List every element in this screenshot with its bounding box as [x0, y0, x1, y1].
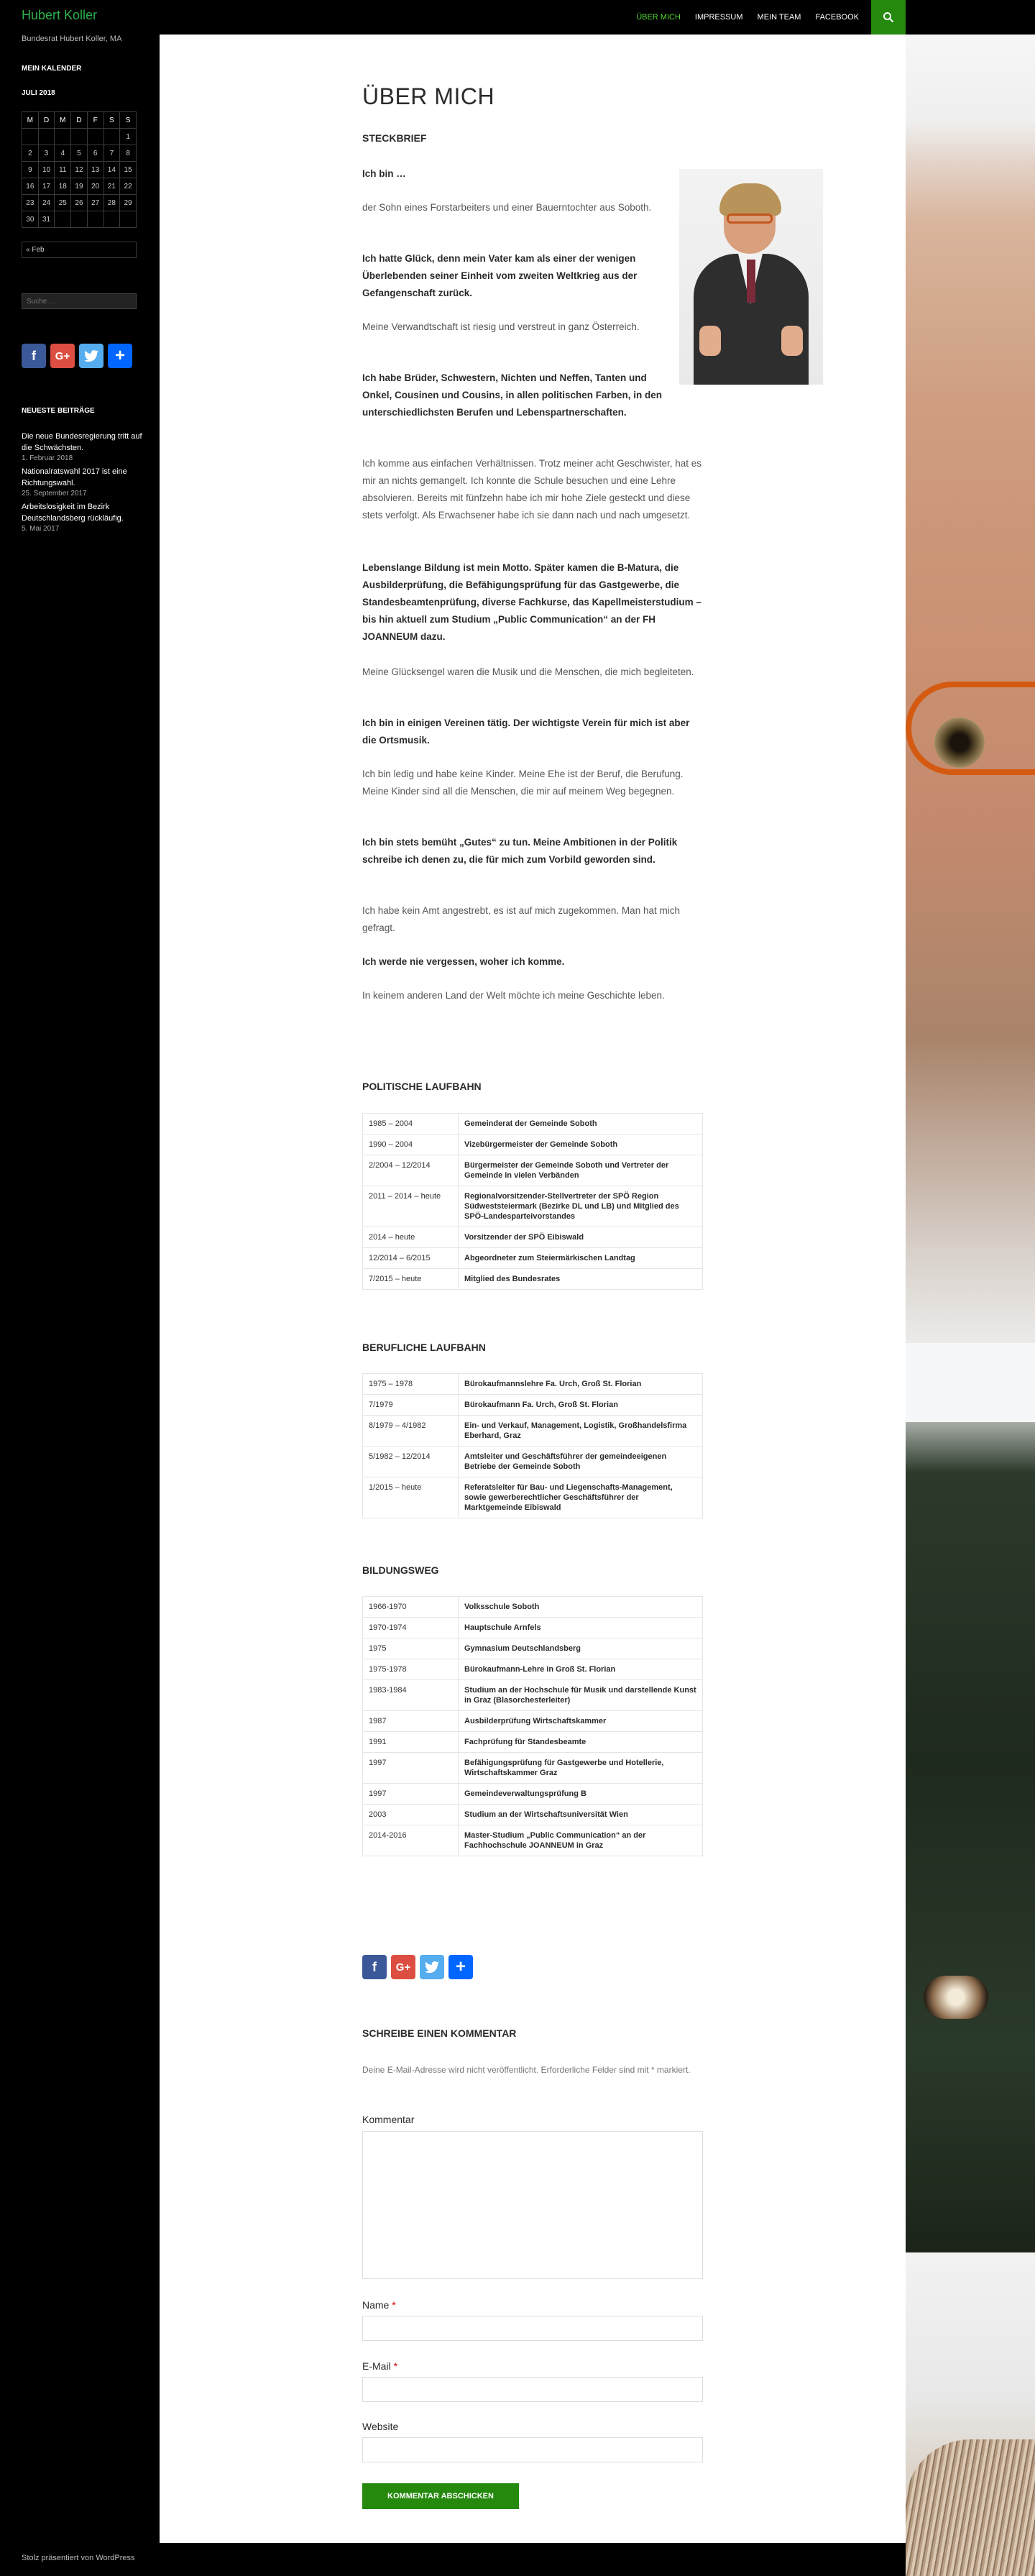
calendar-day: 14 [104, 162, 120, 178]
table-cell-description: Hauptschule Arnfels [459, 1618, 703, 1638]
portrait-image [679, 169, 823, 385]
professional-career-heading: BERUFLICHE LAUFBAHN [362, 1342, 486, 1353]
calendar-day [38, 129, 55, 145]
calendar-day [71, 211, 88, 228]
table-cell-period: 8/1979 – 4/1982 [363, 1416, 459, 1447]
recent-post-link[interactable]: Arbeitslosigkeit im Bezirk Deutschlandsberg rückläufig. [22, 502, 124, 523]
table-cell-description: Ein- und Verkauf, Management, Logistik, Großhandelsfirma Eberhard, Graz [459, 1416, 703, 1447]
table-cell-description: Studium an der Hochschule für Musik und darstellende Kunst in Graz (Blasorchesterleiter) [459, 1680, 703, 1711]
page-title: ÜBER MICH [362, 83, 495, 109]
table-cell-description: Vizebürgermeister der Gemeinde Soboth [459, 1135, 703, 1155]
recent-posts-title: NEUESTE BEITRÄGE [22, 407, 95, 415]
calendar-day: 2 [22, 145, 39, 162]
comment-form-note: Deine E-Mail-Adresse wird nicht veröffentlicht. Erforderliche Felder sind mit * markiert. [362, 2065, 691, 2075]
calendar-day: 13 [87, 162, 104, 178]
calendar-weekday: S [120, 112, 137, 129]
table-row [363, 1597, 703, 1618]
table-cell-description: Bürokaufmannslehre Fa. Urch, Groß St. Florian [459, 1374, 703, 1395]
calendar-day [22, 129, 39, 145]
table-row [363, 1227, 703, 1248]
bio-paragraph: Ich bin in einigen Vereinen tätig. Der wichtigste Verein für mich ist aber die Ortsmusik. [362, 718, 690, 746]
calendar-day [71, 129, 88, 145]
calendar-week-row [22, 129, 137, 145]
table-cell-period: 2011 – 2014 – heute [363, 1186, 459, 1227]
calendar-day [55, 129, 71, 145]
calendar-weekday: F [87, 112, 104, 129]
table-cell-period: 1975 [363, 1638, 459, 1659]
table-row [363, 1659, 703, 1680]
bio-paragraph: Meine Glücksengel waren die Musik und die Menschen, die mich begleiteten. [362, 666, 694, 677]
education-heading: BILDUNGSWEG [362, 1564, 439, 1576]
table-row [363, 1711, 703, 1732]
recent-post-date: 25. September 2017 [22, 489, 87, 498]
table-row [363, 1618, 703, 1638]
table-cell-description: Regionalvorsitzender-Stellvertreter der SPÖ Region Südweststeiermark (Bezirke DL und LB) und Mitglied des SPÖ-Landesparteivorstandes [459, 1186, 703, 1227]
email-label: E-Mail * [362, 2360, 398, 2372]
calendar-day: 4 [55, 145, 71, 162]
calendar-day: 5 [71, 145, 88, 162]
twitter-icon[interactable] [79, 344, 104, 368]
calendar-prev-month-link[interactable]: « Feb [22, 242, 137, 258]
name-label: Name * [362, 2299, 396, 2311]
primary-navigation [629, 0, 866, 35]
twitter-icon[interactable] [420, 1955, 444, 1979]
bio-paragraph: Ich habe Brüder, Schwestern, Nichten und Neffen, Tanten und Onkel, Cousinen und Cousins, in allen politischen Farben, in den unterschiedlichsten Berufen und Lebenspartnerschaften. [362, 372, 663, 418]
calendar-day [104, 129, 120, 145]
footer-credit[interactable]: Stolz präsentiert von WordPress [22, 2554, 135, 2562]
table-cell-description: Volksschule Soboth [459, 1597, 703, 1618]
calendar-day: 27 [87, 195, 104, 211]
table-cell-period: 2/2004 – 12/2014 [363, 1155, 459, 1186]
table-cell-description: Bürokaufmann-Lehre in Groß St. Florian [459, 1659, 703, 1680]
calendar-weekday: D [71, 112, 88, 129]
calendar-day: 23 [22, 195, 39, 211]
recent-post-link[interactable]: Die neue Bundesregierung tritt auf die Schwächsten. [22, 432, 142, 452]
table-cell-description: Mitglied des Bundesrates [459, 1269, 703, 1290]
table-row [363, 1753, 703, 1784]
table-cell-period: 2003 [363, 1805, 459, 1825]
table-cell-period: 1991 [363, 1732, 459, 1753]
calendar-day: 8 [120, 145, 137, 162]
calendar-day: 26 [71, 195, 88, 211]
calendar-widget-title: MEIN KALENDER [22, 65, 82, 73]
add-icon[interactable]: + [108, 344, 132, 368]
calendar-table [22, 111, 137, 228]
education-table [362, 1596, 703, 1856]
background-portrait-image [906, 35, 1035, 2252]
table-cell-description: Bürgermeister der Gemeinde Soboth und Vertreter der Gemeinde in vielen Verbänden [459, 1155, 703, 1186]
table-cell-description: Amtsleiter und Geschäftsführer der gemeindeeigenen Betriebe der Gemeinde Soboth [459, 1447, 703, 1477]
table-row [363, 1248, 703, 1269]
bio-paragraph: der Sohn eines Forstarbeiters und einer Bauerntochter aus Soboth. [362, 202, 652, 213]
table-cell-period: 1997 [363, 1784, 459, 1805]
table-row [363, 1825, 703, 1856]
table-row [363, 1269, 703, 1290]
recent-post-date: 5. Mai 2017 [22, 524, 60, 533]
bio-paragraph: Ich werde nie vergessen, woher ich komme. [362, 956, 565, 967]
comment-textarea[interactable] [362, 2131, 703, 2279]
bio-paragraph: In keinem anderen Land der Welt möchte ich meine Geschichte leben. [362, 990, 665, 1001]
calendar-day: 6 [87, 145, 104, 162]
table-cell-description: Referatsleiter für Bau- und Liegenschafts-Management, sowie gewerberechtlicher Geschäftsführer der Marktgemeinde Eibiswald [459, 1477, 703, 1518]
background-portrait-image-lower [906, 2252, 1035, 2576]
add-icon[interactable]: + [448, 1955, 473, 1979]
political-career-heading: POLITISCHE LAUFBAHN [362, 1081, 482, 1092]
comment-label: Kommentar [362, 2114, 415, 2125]
calendar-day [87, 129, 104, 145]
calendar-day: 3 [38, 145, 55, 162]
calendar-weekday: M [22, 112, 39, 129]
calendar-day: 29 [120, 195, 137, 211]
sidebar-search-input[interactable] [22, 293, 137, 309]
calendar-day: 28 [104, 195, 120, 211]
table-row [363, 1114, 703, 1135]
bio-paragraph: Ich bin … [362, 168, 406, 179]
calendar-body [22, 129, 137, 228]
table-cell-period: 1983-1984 [363, 1680, 459, 1711]
calendar-day: 22 [120, 178, 137, 195]
table-cell-description: Master-Studium „Public Communication“ an der Fachhochschule JOANNEUM in Graz [459, 1825, 703, 1856]
table-row [363, 1805, 703, 1825]
site-header [0, 0, 906, 35]
bio-paragraph: Ich komme aus einfachen Verhältnissen. Trotz meiner acht Geschwister, hat es mir an nichts gemangelt. Ich konnte die Schule besuchen und eine Lehre absolvieren. Bereits mit fünfzehn habe ich mir hohe Ziele gesteckt und diese stets verfolgt. Als Erwachsener habe ich sie dann nach und nach umgesetzt. [362, 458, 702, 521]
calendar-week-row [22, 178, 137, 195]
facebook-icon[interactable]: f [362, 1955, 387, 1979]
table-cell-period: 7/1979 [363, 1395, 459, 1416]
nav-item-impressum[interactable]: IMPRESSUM [694, 13, 743, 22]
search-toggle-button[interactable] [871, 0, 906, 35]
nav-item-mein-team[interactable]: MEIN TEAM [757, 13, 801, 22]
calendar-weekday: S [104, 112, 120, 129]
nav-item-facebook[interactable]: FACEBOOK [815, 13, 859, 22]
table-row [363, 1447, 703, 1477]
table-row [363, 1395, 703, 1416]
bio-paragraph: Meine Verwandtschaft ist riesig und verstreut in ganz Österreich. [362, 321, 640, 332]
table-cell-description: Fachprüfung für Standesbeamte [459, 1732, 703, 1753]
calendar-day: 10 [38, 162, 55, 178]
table-row [363, 1186, 703, 1227]
calendar-day [120, 211, 137, 228]
table-cell-description: Gemeinderat der Gemeinde Soboth [459, 1114, 703, 1135]
site-description: Bundesrat Hubert Koller, MA [22, 35, 122, 43]
calendar-weekday-row [22, 112, 137, 129]
steckbrief-heading: STECKBRIEF [362, 132, 427, 144]
table-row [363, 1135, 703, 1155]
calendar-weekday: D [38, 112, 55, 129]
table-cell-description: Bürokaufmann Fa. Urch, Groß St. Florian [459, 1395, 703, 1416]
calendar-day: 24 [38, 195, 55, 211]
bio-paragraph: Ich habe kein Amt angestrebt, es ist auf mich zugekommen. Man hat mich gefragt. [362, 905, 680, 933]
table-cell-description: Abgeordneter zum Steiermärkischen Landtag [459, 1248, 703, 1269]
table-row [363, 1680, 703, 1711]
table-cell-period: 1975 – 1978 [363, 1374, 459, 1395]
professional-career-table [362, 1373, 703, 1518]
main-content [160, 35, 906, 2543]
table-row [363, 1732, 703, 1753]
website-label: Website [362, 2421, 399, 2432]
table-cell-period: 2014-2016 [363, 1825, 459, 1856]
table-cell-description: Gymnasium Deutschlandsberg [459, 1638, 703, 1659]
bio-paragraph: Ich bin ledig und habe keine Kinder. Meine Ehe ist der Beruf, die Berufung. Meine Kinder sind all die Menschen, die mir auf meinem Weg begegnen. [362, 769, 684, 797]
table-cell-period: 7/2015 – heute [363, 1269, 459, 1290]
political-career-table [362, 1113, 703, 1290]
table-cell-period: 1966-1970 [363, 1597, 459, 1618]
table-cell-period: 5/1982 – 12/2014 [363, 1447, 459, 1477]
calendar-week-row [22, 211, 137, 228]
calendar-day [104, 211, 120, 228]
table-cell-description: Ausbilderprüfung Wirtschaftskammer [459, 1711, 703, 1732]
table-cell-description: Vorsitzender der SPÖ Eibiswald [459, 1227, 703, 1248]
calendar-day: 19 [71, 178, 88, 195]
calendar-day: 21 [104, 178, 120, 195]
calendar-week-row [22, 195, 137, 211]
calendar-day: 9 [22, 162, 39, 178]
calendar-week-row [22, 162, 137, 178]
name-field[interactable] [362, 2316, 703, 2341]
calendar-day: 17 [38, 178, 55, 195]
calendar-day: 1 [120, 129, 137, 145]
calendar-day: 7 [104, 145, 120, 162]
search-icon [883, 12, 894, 23]
calendar-day: 18 [55, 178, 71, 195]
table-row [363, 1374, 703, 1395]
table-row [363, 1477, 703, 1518]
calendar-day: 31 [38, 211, 55, 228]
nav-item-ueber-mich[interactable]: ÜBER MICH [636, 13, 681, 22]
table-row [363, 1416, 703, 1447]
submit-comment-button[interactable]: KOMMENTAR ABSCHICKEN [362, 2483, 519, 2509]
calendar-weekday: M [55, 112, 71, 129]
recent-post-link[interactable]: Nationalratswahl 2017 ist eine Richtungswahl. [22, 467, 127, 487]
table-cell-period: 1987 [363, 1711, 459, 1732]
website-field[interactable] [362, 2437, 703, 2462]
table-cell-period: 12/2014 – 6/2015 [363, 1248, 459, 1269]
table-row [363, 1155, 703, 1186]
calendar-day: 15 [120, 162, 137, 178]
calendar-month: JULI 2018 [22, 89, 55, 97]
calendar-week-row [22, 145, 137, 162]
facebook-icon[interactable]: f [22, 344, 46, 368]
recent-posts-list [22, 431, 144, 537]
sidebar-share-buttons [22, 344, 132, 368]
calendar-day: 30 [22, 211, 39, 228]
bio-paragraph: Ich bin stets bemüht „Gutes“ zu tun. Meine Ambitionen in der Politik schreibe ich denen zu, die für mich zum Vorbild geworden sind. [362, 837, 678, 865]
comment-form-heading: SCHREIBE EINEN KOMMENTAR [362, 2027, 517, 2039]
table-cell-period: 1985 – 2004 [363, 1114, 459, 1135]
recent-post-date: 1. Februar 2018 [22, 454, 73, 462]
calendar-day: 25 [55, 195, 71, 211]
calendar-day: 16 [22, 178, 39, 195]
calendar-day [87, 211, 104, 228]
calendar-day [55, 211, 71, 228]
table-cell-description: Studium an der Wirtschaftsuniversität Wien [459, 1805, 703, 1825]
table-cell-period: 1990 – 2004 [363, 1135, 459, 1155]
google-plus-icon[interactable]: G+ [391, 1955, 415, 1979]
table-cell-period: 1997 [363, 1753, 459, 1784]
site-title-link[interactable]: Hubert Koller [22, 8, 98, 22]
article-share-buttons [362, 1955, 473, 1979]
table-row [363, 1784, 703, 1805]
table-cell-description: Gemeindeverwaltungsprüfung B [459, 1784, 703, 1805]
email-field[interactable] [362, 2377, 703, 2402]
table-cell-description: Befähigungsprüfung für Gastgewerbe und Hotellerie, Wirtschaftskammer Graz [459, 1753, 703, 1784]
calendar-day: 20 [87, 178, 104, 195]
table-cell-period: 1975-1978 [363, 1659, 459, 1680]
table-cell-period: 2014 – heute [363, 1227, 459, 1248]
google-plus-icon[interactable]: G+ [50, 344, 75, 368]
bio-paragraph: Lebenslange Bildung ist mein Motto. Später kamen die B-Matura, die Ausbilderprüfung, die Befähigungsprüfung für das Gastgewerbe, die Standesbeamtenprüfung, diverse Fachkurse, das Kapellmeisterstudium – bis hin aktuell zum Studium „Public Communication“ an der FH JOANNEUM dazu. [362, 562, 702, 642]
table-cell-period: 1970-1974 [363, 1618, 459, 1638]
table-cell-period: 1/2015 – heute [363, 1477, 459, 1518]
bio-paragraph: Ich hatte Glück, denn mein Vater kam als einer der wenigen Überlebenden seiner Einheit vom zweiten Weltkrieg aus der Gefangenschaft zurück. [362, 253, 638, 298]
calendar-day: 12 [71, 162, 88, 178]
calendar-day: 11 [55, 162, 71, 178]
table-row [363, 1638, 703, 1659]
